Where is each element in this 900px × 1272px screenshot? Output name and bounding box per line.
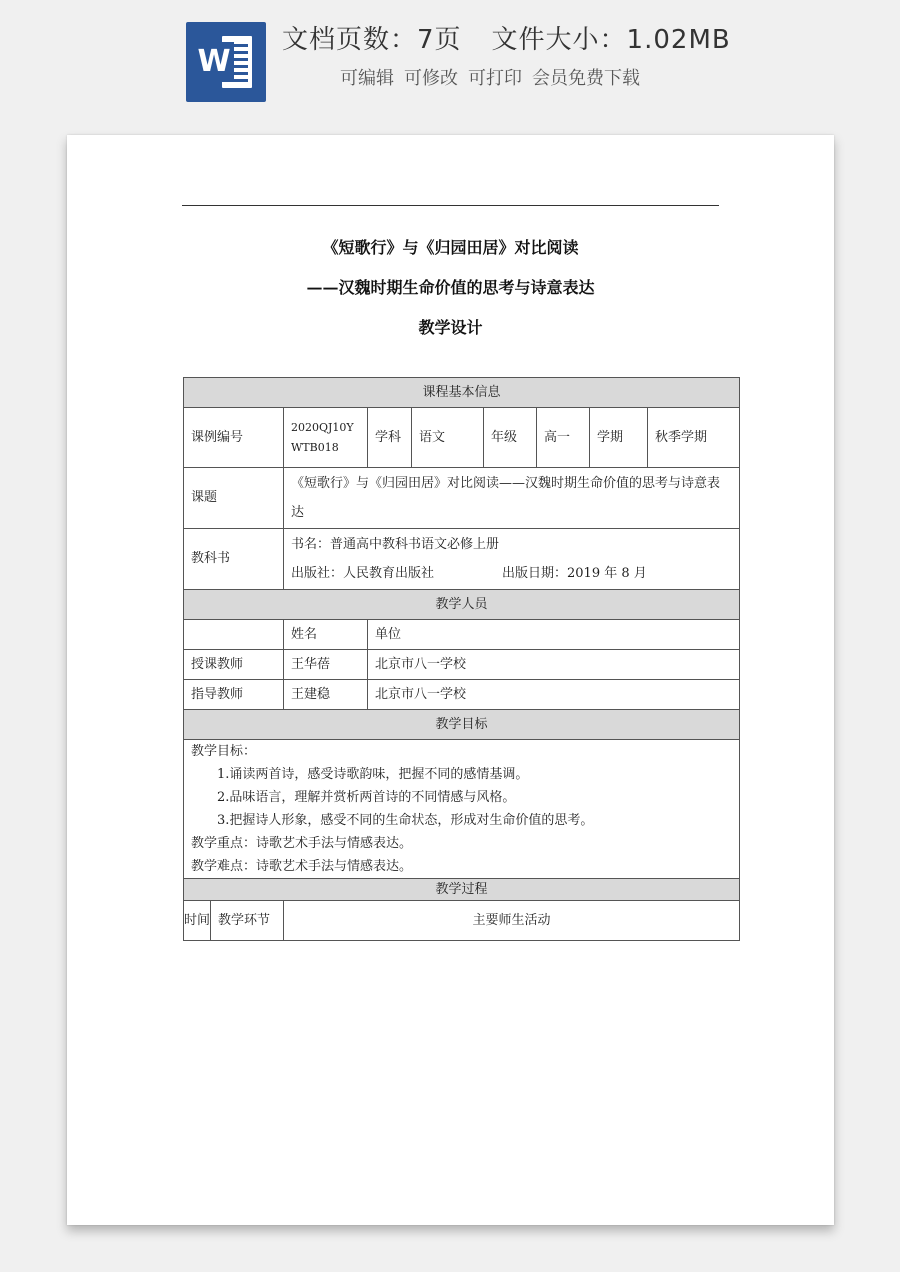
term-label: 学期 — [590, 408, 648, 468]
file-size: 文件大小：1.02MB — [491, 25, 731, 55]
advisor-label: 指导教师 — [184, 680, 284, 710]
feature-editable: 可编辑 — [340, 68, 394, 89]
textbook-pub-date: 出版日期：2019 年 8 月 — [502, 566, 647, 581]
doc-subtitle: ——汉魏时期生命价值的思考与诗意表达 — [306, 278, 595, 297]
stage-column-header: 教学环节 — [211, 901, 284, 941]
goal-item: 2.品味语言，理解并赏析两首诗的不同情感与风格。 — [217, 790, 516, 805]
staff-name-header: 姓名 — [284, 620, 368, 650]
grade-label: 年级 — [484, 408, 537, 468]
teacher-unit: 北京市八一学校 — [368, 650, 740, 680]
download-banner — [0, 0, 900, 128]
teacher-name: 王华蓓 — [284, 650, 368, 680]
textbook-info — [284, 529, 740, 590]
feature-printable: 可打印 — [468, 68, 522, 89]
document-page — [67, 135, 834, 1225]
course-info-table — [183, 377, 740, 941]
goal-item: 3.把握诗人形象，感受不同的生命状态，形成对生命价值的思考。 — [217, 813, 594, 828]
feature-free-download: 会员免费下载 — [532, 68, 640, 89]
file-stats — [282, 22, 731, 58]
doc-type: 教学设计 — [418, 318, 483, 337]
subject-value: 语文 — [412, 408, 484, 468]
feature-list — [340, 66, 650, 92]
textbook-name: 书名：普通高中教科书语文必修上册 — [291, 537, 500, 552]
word-document-icon — [186, 22, 266, 102]
section-basic-info: 课程基本信息 — [184, 378, 740, 408]
difficult-point: 教学难点：诗歌艺术手法与情感表达。 — [191, 859, 413, 874]
feature-modifiable: 可修改 — [404, 68, 458, 89]
section-process: 教学过程 — [184, 879, 740, 901]
topic-value: 《短歌行》与《归园田居》对比阅读——汉魏时期生命价值的思考与诗意表达 — [284, 468, 740, 529]
advisor-name: 王建稳 — [284, 680, 368, 710]
goals-content — [184, 740, 740, 879]
advisor-unit: 北京市八一学校 — [368, 680, 740, 710]
section-staff: 教学人员 — [184, 590, 740, 620]
section-goals: 教学目标 — [184, 710, 740, 740]
textbook-publisher: 出版社：人民教育出版社 — [291, 566, 435, 581]
goals-intro: 教学目标： — [191, 744, 257, 759]
key-point: 教学重点：诗歌艺术手法与情感表达。 — [191, 836, 413, 851]
course-no-value: 2020QJ10YWTB018 — [284, 408, 368, 468]
staff-corner-cell — [184, 620, 284, 650]
teacher-label: 授课教师 — [184, 650, 284, 680]
word-letter-icon: W — [194, 42, 234, 82]
staff-unit-header: 单位 — [368, 620, 740, 650]
subject-label: 学科 — [368, 408, 412, 468]
course-no-label: 课例编号 — [184, 408, 284, 468]
activity-column-header: 主要师生活动 — [284, 901, 740, 941]
goal-item: 1.诵读两首诗，感受诗歌韵味，把握不同的感情基调。 — [217, 767, 529, 782]
term-value: 秋季学期 — [648, 408, 740, 468]
doc-title: 《短歌行》与《归园田居》对比阅读 — [322, 238, 579, 257]
header-rule — [182, 205, 719, 206]
grade-value: 高一 — [537, 408, 590, 468]
page-count: 文档页数：7页 — [282, 25, 462, 55]
topic-label: 课题 — [184, 468, 284, 529]
time-column-header: 时间 — [184, 901, 211, 941]
textbook-publisher-line — [291, 559, 732, 588]
textbook-label: 教科书 — [184, 529, 284, 590]
